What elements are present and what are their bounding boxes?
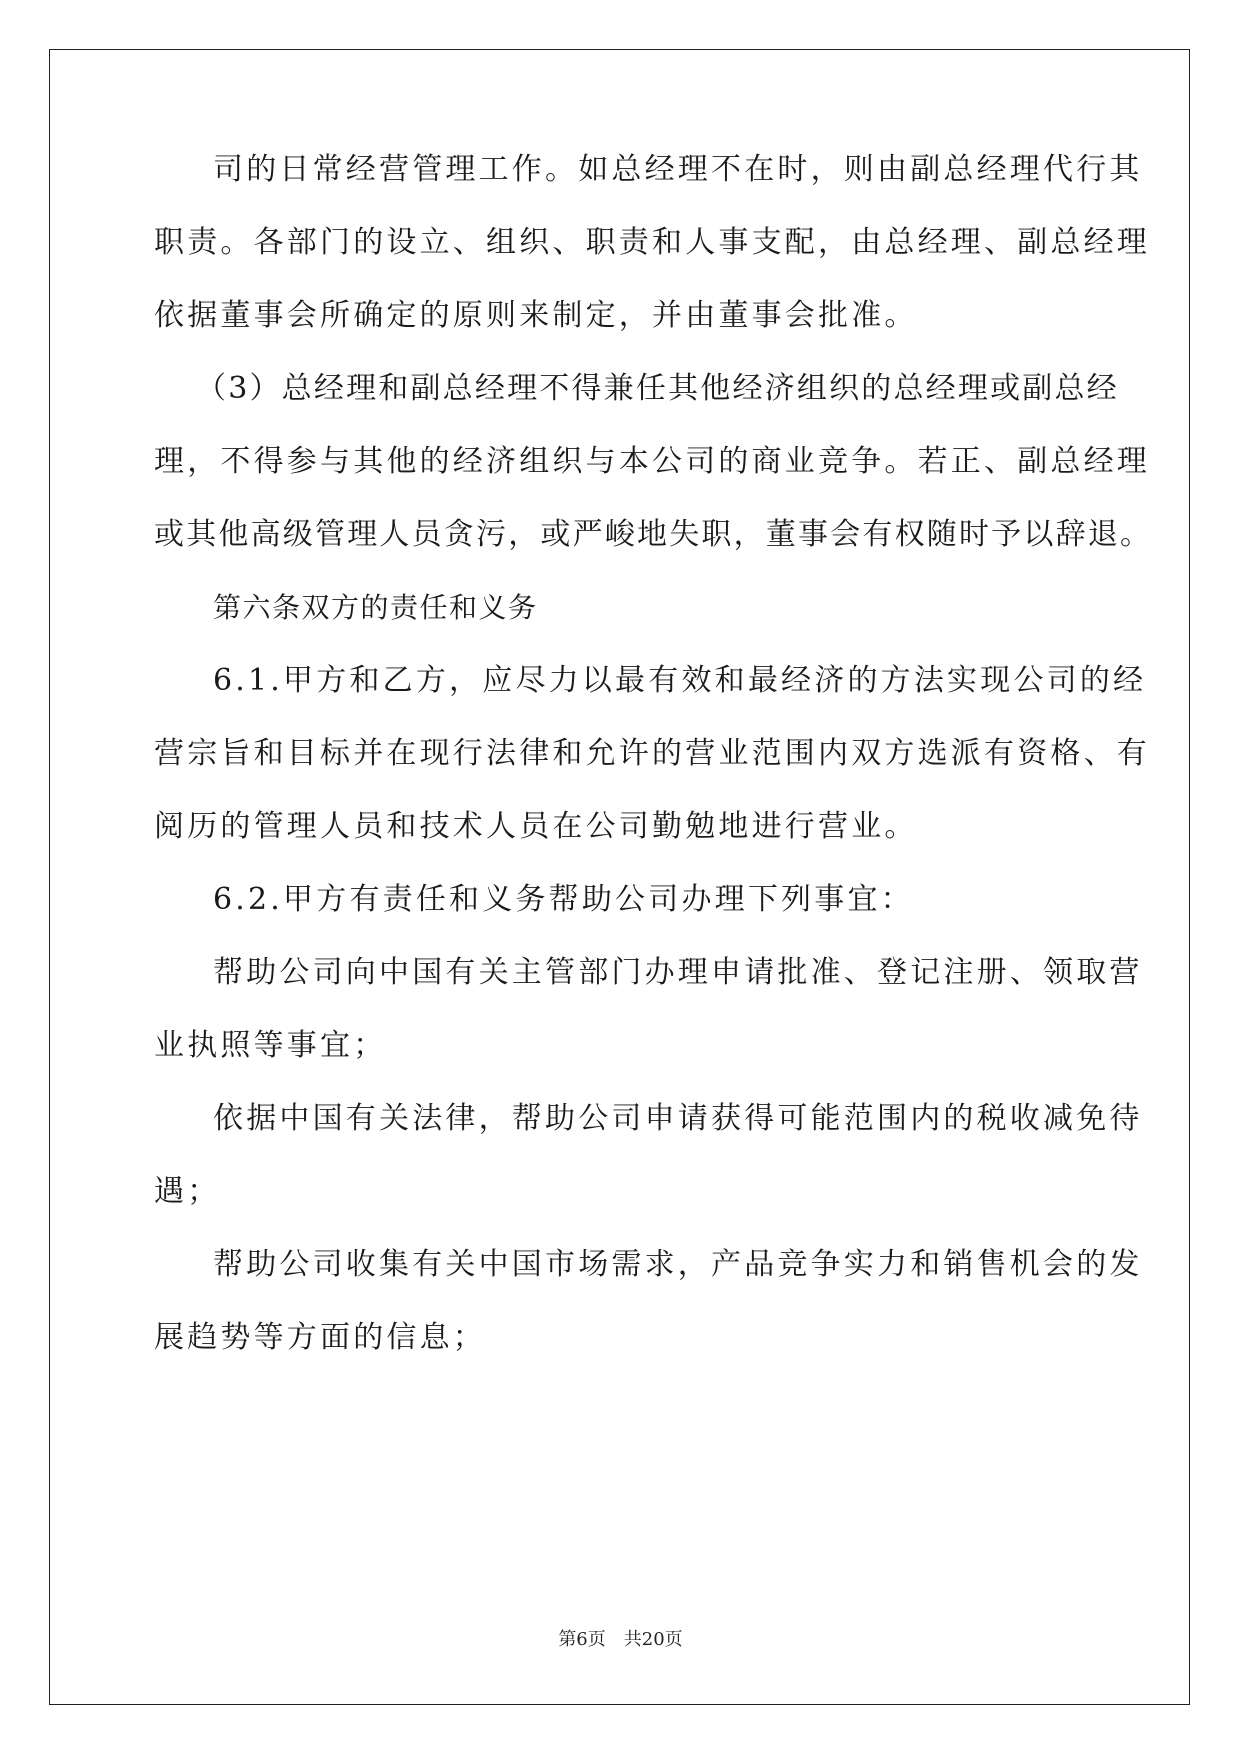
paragraph-line: 遇； — [154, 1174, 221, 1209]
paragraph-line: 理，不得参与其他的经济组织与本公司的商业竞争。若正、副总经理 — [154, 444, 1150, 479]
paragraph-line: 营宗旨和目标并在现行法律和允许的营业范围内双方选派有资格、有 — [154, 736, 1150, 771]
paragraph-line: 依据董事会所确定的原则来制定，并由董事会批准。 — [154, 298, 918, 333]
paragraph-line: （3）总经理和副总经理不得兼任其他经济组织的总经理或副总经 — [196, 371, 1119, 406]
paragraph-line: 帮助公司收集有关中国市场需求，产品竞争实力和销售机会的发 — [213, 1247, 1143, 1282]
paragraph-line: 6.2.甲方有责任和义务帮助公司办理下列事宜： — [213, 882, 914, 917]
section-heading: 第六条双方的责任和义务 — [213, 591, 538, 624]
paragraph-line: 职责。各部门的设立、组织、职责和人事支配，由总经理、副总经理 — [154, 225, 1150, 260]
paragraph-line: 阅历的管理人员和技术人员在公司勤勉地进行营业。 — [154, 809, 918, 844]
paragraph-line: 或其他高级管理人员贪污，或严峻地失职，董事会有权随时予以辞退。 — [154, 517, 1153, 552]
page-number: 第6页 共20页 — [558, 1629, 683, 1650]
paragraph-line: 依据中国有关法律，帮助公司申请获得可能范围内的税收减免待 — [213, 1101, 1143, 1136]
paragraph-line: 6.1.甲方和乙方，应尽力以最有效和最经济的方法实现公司的经 — [213, 663, 1147, 698]
paragraph-line: 展趋势等方面的信息； — [154, 1320, 486, 1355]
paragraph-line: 业执照等事宜； — [154, 1028, 387, 1063]
paragraph-line: 帮助公司向中国有关主管部门办理申请批准、登记注册、领取营 — [213, 955, 1143, 990]
paragraph-line: 司的日常经营管理工作。如总经理不在时，则由副总经理代行其 — [213, 152, 1143, 187]
